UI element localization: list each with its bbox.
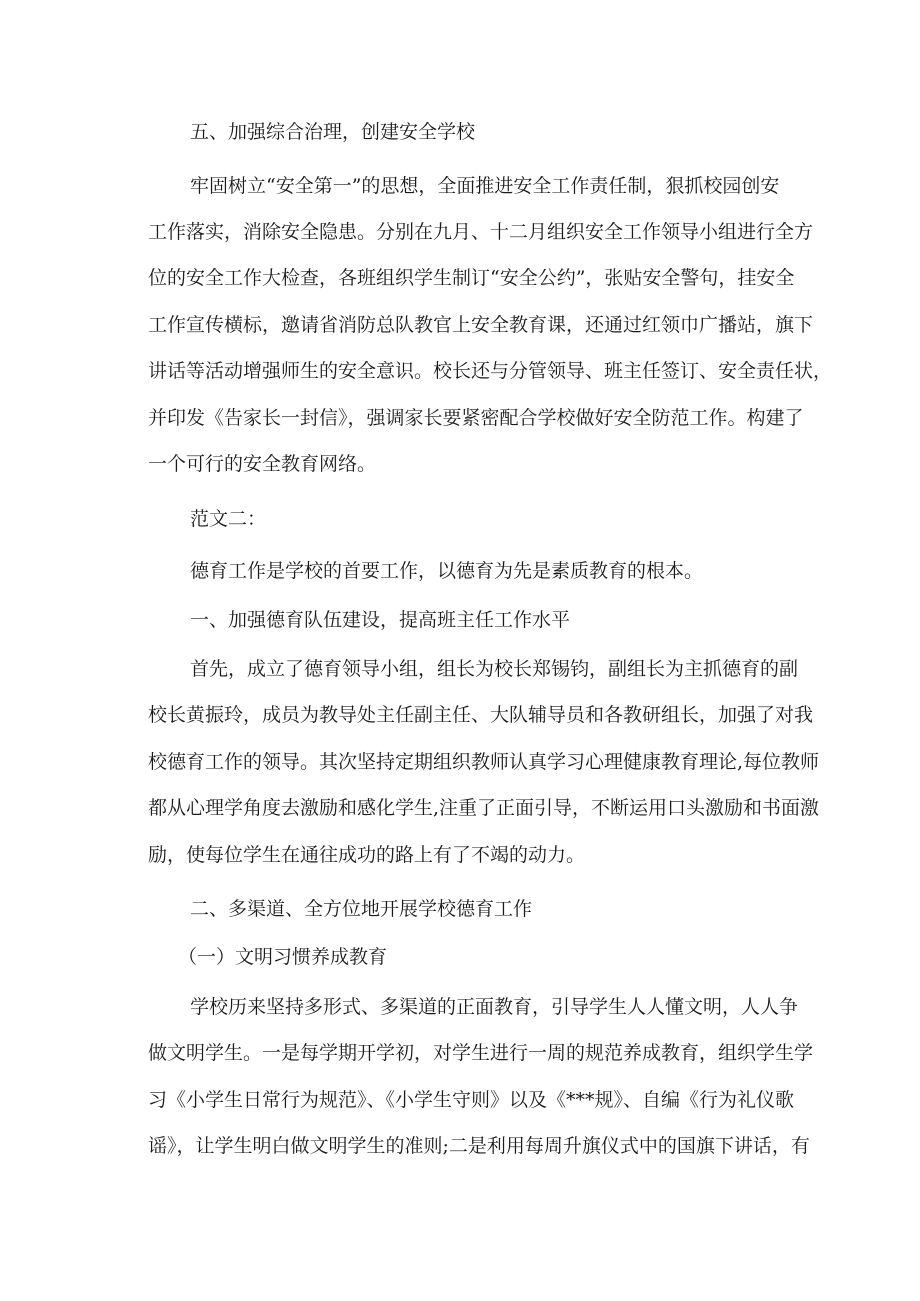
paragraph-line: 都从心理学角度去激励和感化学生,注重了正面引导，不断运用口头激励和书面激 bbox=[148, 797, 820, 819]
paragraph-line: 并印发《告家长一封信》，强调家长要紧密配合学校做好安全防范工作。构建了 bbox=[148, 407, 804, 429]
paragraph-line: 一个可行的安全教育网络。 bbox=[148, 453, 377, 475]
section-heading: 一、加强德育队伍建设，提高班主任工作水平 bbox=[190, 609, 571, 631]
paragraph-line: 校长黄振玲，成员为教导处主任副主任、大队辅导员和各教研组长，加强了对我 bbox=[148, 704, 814, 726]
paragraph-line: 校德育工作的领导。其次坚持定期组织教师认真学习心理健康教育理论,每位教师 bbox=[148, 751, 820, 773]
section-heading: 二、多渠道、全方位地开展学校德育工作 bbox=[190, 898, 533, 920]
subsection-heading: （一）文明习惯养成教育 bbox=[178, 946, 388, 968]
section-heading: 五、加强综合治理，创建安全学校 bbox=[190, 121, 476, 143]
paragraph-line: 工作落实，消除安全隐患。分别在九月、十二月组织安全工作领导小组进行全方 bbox=[148, 221, 814, 243]
paragraph-line: 励，使每位学生在通往成功的路上有了不竭的动力。 bbox=[148, 844, 586, 866]
paragraph-line: 德育工作是学校的首要工作，以德育为先是素质教育的根本。 bbox=[190, 560, 704, 582]
paragraph-line: 学校历来坚持多形式、多渠道的正面教育，引导学生人人懂文明，人人争 bbox=[190, 996, 799, 1018]
paragraph-line: 工作宣传横标，邀请省消防总队教官上安全教育课，还通过红领巾广播站，旗下 bbox=[148, 314, 814, 336]
paragraph-line: 做文明学生。一是每学期开学初，对学生进行一周的规范养成教育，组织学生学 bbox=[148, 1042, 814, 1064]
paragraph-line: 牢固树立“安全第一”的思想，全面推进安全工作责任制，狠抓校园创安 bbox=[190, 175, 780, 197]
section-heading: 范文二： bbox=[190, 508, 267, 530]
paragraph-line: 习《小学生日常行为规范》、《小学生守则》以及《***规》、自编《行为礼仪歌 bbox=[148, 1089, 795, 1111]
paragraph-line: 首先，成立了德育领导小组，组长为校长郑锡钧，副组长为主抓德育的副 bbox=[190, 658, 799, 680]
paragraph-line: 位的安全工作大检查，各班组织学生制订“安全公约”，张贴安全警句，挂安全 bbox=[148, 267, 795, 289]
paragraph-line: 谣》，让学生明白做文明学生的准则;二是利用每周升旗仪式中的国旗下讲话，有 bbox=[148, 1135, 810, 1157]
paragraph-line: 讲话等活动增强师生的安全意识。校长还与分管领导、班主任签订、安全责任状， bbox=[148, 360, 833, 382]
